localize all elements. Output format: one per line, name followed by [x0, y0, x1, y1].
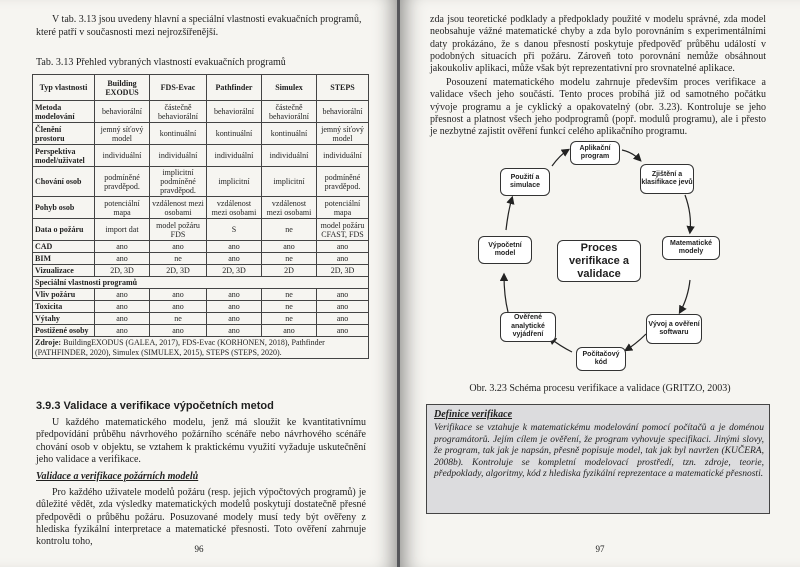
- table-cell: kontinuální: [207, 123, 262, 145]
- right-page: [400, 0, 800, 567]
- table-row: [33, 253, 369, 265]
- table-cell: ano: [95, 313, 150, 325]
- intro-paragraph: V tab. 3.13 jsou uvedeny hlavní a speciální vlastnosti evakuačních programů, které patří v současnosti mezi nejrozšířenější.: [36, 14, 362, 38]
- table-cell: individuální: [317, 145, 369, 167]
- table-cell: ano: [95, 301, 150, 313]
- cycle-arrow: [552, 150, 568, 166]
- diagram-node: Použití a simulace: [500, 168, 550, 196]
- row-header: Členění prostoru: [33, 123, 95, 145]
- table-row: [33, 167, 369, 197]
- table-cell: vzdálenost mezi osobami: [150, 197, 207, 219]
- body-paragraph: zda jsou teoretické podklady a předpoklady použité v modelu správné, zda model neobsahuje vážné matematické chyby a zda bylo porovnáním s experimentálními daty prokázáno, že s danou přesností poskytuje předpověď průběhu událostí v podobných situacích při požáru. Zároveň toto porovnání nemůže obsáhnout jakoukoliv aplikaci, může však být reprezentativní pro srovnatelné aplikace.: [430, 14, 766, 75]
- table-row: [33, 325, 369, 337]
- table-cell: individuální: [150, 145, 207, 167]
- table-cell: ano: [207, 313, 262, 325]
- table-cell: implicitní: [262, 167, 317, 197]
- figure-caption: Obr. 3.23 Schéma procesu verifikace a validace (GRITZO, 2003): [469, 383, 731, 394]
- diagram-node: Ověřené analytické vyjádření: [500, 312, 556, 342]
- table-cell: ano: [207, 253, 262, 265]
- table-cell: ne: [150, 313, 207, 325]
- table-row: [33, 123, 369, 145]
- diagram-node: Zjištění a klasifikace jevů: [640, 164, 694, 194]
- diagram-node: Vývoj a ověření softwaru: [646, 314, 702, 344]
- table-cell: implicitní podmíněné pravděpod.: [150, 167, 207, 197]
- table-cell: částečně behaviorální: [150, 101, 207, 123]
- cycle-arrow: [680, 280, 690, 312]
- table-cell: ne: [150, 253, 207, 265]
- table-row: [33, 241, 369, 253]
- table-row: [33, 219, 369, 241]
- header-cell: STEPS: [317, 75, 369, 101]
- table-row: [33, 197, 369, 219]
- definition-text: Verifikace se vztahuje k matematickému modelování pomocí počítačů a je doménou programátorů. Jejím cílem je ověření, že program vyhovuje specifikaci. Jinými slovy, že program, tak jak je napsán, přesně popisuje model, tak jak byl navržen (KUČERA, 2008b). Kontroluje se kompletní modelovací prostředí, tzn. zdroje, teorie, předpoklady, algoritmy, kód z hlediska fyzikální reprezentace a matematické přesnosti.: [434, 423, 764, 479]
- table-cell: behaviorální: [207, 101, 262, 123]
- diagram-node: Počítačový kód: [576, 347, 626, 371]
- table-cell: podmíněné pravděpod.: [95, 167, 150, 197]
- table-cell: ano: [95, 289, 150, 301]
- table-source-row: [33, 337, 369, 359]
- source-text: BuildingEXODUS (GALEA, 2017), FDS-Evac (KORHONEN, 2018), Pathfinder (PATHFINDER, 2020), Simulex (SIMULEX, 2015), STEPS (STEPS, 2020).: [35, 338, 325, 357]
- table-cell: ano: [150, 289, 207, 301]
- table-cell: kontinuální: [262, 123, 317, 145]
- row-header: Data o požáru: [33, 219, 95, 241]
- table-cell: import dat: [95, 219, 150, 241]
- vv-process-diagram: [400, 0, 800, 380]
- section-label: Speciální vlastnosti programů: [33, 277, 369, 289]
- body-paragraph: Posouzení matematického modelu zahrnuje především proces verifikace a validace všech jeho součástí. Tento proces probíhá již od samotného počátku vývoje programu a je cyklický a opakovatelný (obr. 3.23). Kontroluje se jeho přesnost a platnost všech jeho podprogramů (popř. modulů programu), ale i přesto je nezbytné zajistit ověření funkcí celého aplikačního programu.: [430, 77, 766, 138]
- row-header: BIM: [33, 253, 95, 265]
- row-header: CAD: [33, 241, 95, 253]
- table-cell: ano: [317, 301, 369, 313]
- table-cell: ano: [207, 301, 262, 313]
- table-caption: Tab. 3.13 Přehled vybraných vlastností evakuačních programů: [36, 57, 286, 68]
- row-header: Vliv požáru: [33, 289, 95, 301]
- section-paragraph: U každého matematického modelu, jenž má sloužit ke kvantitativnímu předpovídání průběhu návrhového požárního scénáře nebo návrhového scénáře chování osob v objektu, se vztahem k praktickému využití vyžaduje uskutečnění jeho validace a verifikace.: [36, 417, 366, 465]
- table-source: [33, 337, 369, 359]
- table-cell: 2D, 3D: [207, 265, 262, 277]
- row-header: Výtahy: [33, 313, 95, 325]
- section-paragraph: Pro každého uživatele modelů požáru (resp. jejich výpočtových programů) je důležité vědět, zda výsledky matematických modelů poskytují dostatečně přesné předpovědi o průběhu požáru. Posuzované modely musí tedy být ověřeny z hlediska fyzikální interpretace a matematické přesnosti. Toto ověření zahrnuje kontrolu toho,: [36, 487, 366, 548]
- source-label: Zdroje:: [35, 338, 62, 347]
- table-cell: 2D: [262, 265, 317, 277]
- header-cell: FDS-Evac: [150, 75, 207, 101]
- section-heading: 3.9.3 Validace a verifikace výpočetních metod: [36, 400, 274, 412]
- table-cell: vzdálenost mezi osobami: [207, 197, 262, 219]
- table-cell: částečně behaviorální: [262, 101, 317, 123]
- row-header: Postižené osoby: [33, 325, 95, 337]
- table-cell: ano: [207, 241, 262, 253]
- table-cell: ano: [262, 325, 317, 337]
- table-cell: jemný síťový model: [95, 123, 150, 145]
- table-cell: implicitní: [207, 167, 262, 197]
- table-cell: 2D, 3D: [317, 265, 369, 277]
- table-row: [33, 301, 369, 313]
- table-cell: model požáru FDS: [150, 219, 207, 241]
- table-cell: model požáru CFAST, FDS: [317, 219, 369, 241]
- table-cell: ano: [150, 301, 207, 313]
- table-cell: ano: [207, 289, 262, 301]
- row-header: Metoda modelování: [33, 101, 95, 123]
- row-header: Pohyb osob: [33, 197, 95, 219]
- header-cell: Building EXODUS: [95, 75, 150, 101]
- header-cell: Typ vlastnosti: [33, 75, 95, 101]
- row-header: Toxicita: [33, 301, 95, 313]
- cycle-arrow: [504, 275, 508, 312]
- page-number: 96: [194, 544, 204, 554]
- table-cell: S: [207, 219, 262, 241]
- cycle-arrow: [626, 334, 646, 350]
- table-cell: podmíněné pravděpod.: [317, 167, 369, 197]
- table-cell: individuální: [262, 145, 317, 167]
- table-row: [33, 145, 369, 167]
- table-cell: ne: [262, 313, 317, 325]
- cycle-arrow: [685, 195, 690, 232]
- definition-title: Definice verifikace: [434, 409, 513, 420]
- table-section-row: [33, 277, 369, 289]
- table-cell: ne: [262, 219, 317, 241]
- table-header-row: [33, 75, 369, 101]
- subsection-heading: Validace a verifikace požárních modelů: [36, 471, 199, 482]
- table-cell: potenciální mapa: [95, 197, 150, 219]
- definition-box: [426, 404, 770, 514]
- table-cell: 2D, 3D: [95, 265, 150, 277]
- table-cell: ano: [150, 241, 207, 253]
- table-cell: ano: [95, 325, 150, 337]
- table-cell: behaviorální: [95, 101, 150, 123]
- page-number: 97: [595, 544, 605, 554]
- table-cell: behaviorální: [317, 101, 369, 123]
- evacuation-programs-table: [32, 74, 369, 359]
- table-row: [33, 289, 369, 301]
- table-cell: kontinuální: [150, 123, 207, 145]
- header-cell: Simulex: [262, 75, 317, 101]
- table-cell: ne: [262, 289, 317, 301]
- table-cell: ano: [317, 253, 369, 265]
- table-cell: ano: [317, 289, 369, 301]
- diagram-node: Aplikační program: [570, 141, 620, 165]
- table-cell: 2D, 3D: [150, 265, 207, 277]
- table-row: [33, 313, 369, 325]
- row-header: Perspektiva model/uživatel: [33, 145, 95, 167]
- diagram-node: Matematické modely: [662, 236, 720, 260]
- row-header: Vizualizace: [33, 265, 95, 277]
- table-cell: ano: [150, 325, 207, 337]
- table-cell: ano: [95, 253, 150, 265]
- cycle-arrow: [622, 150, 640, 160]
- diagram-node: Výpočetní model: [478, 236, 532, 264]
- header-cell: Pathfinder: [207, 75, 262, 101]
- diagram-center-node: Proces verifikace a validace: [557, 240, 641, 282]
- table-cell: ano: [207, 325, 262, 337]
- table-cell: vzdálenost mezi osobami: [262, 197, 317, 219]
- table-cell: ano: [317, 325, 369, 337]
- table-cell: individuální: [207, 145, 262, 167]
- cycle-arrow: [506, 198, 512, 230]
- table-row: [33, 265, 369, 277]
- row-header: Chování osob: [33, 167, 95, 197]
- table-cell: potenciální mapa: [317, 197, 369, 219]
- left-page: [0, 0, 398, 567]
- table-cell: ne: [262, 301, 317, 313]
- table-cell: ano: [317, 241, 369, 253]
- table-cell: individuální: [95, 145, 150, 167]
- table-row: [33, 101, 369, 123]
- table-cell: ne: [262, 253, 317, 265]
- table-cell: ano: [262, 241, 317, 253]
- table-cell: ano: [317, 313, 369, 325]
- table-cell: jemný síťový model: [317, 123, 369, 145]
- table-cell: ano: [95, 241, 150, 253]
